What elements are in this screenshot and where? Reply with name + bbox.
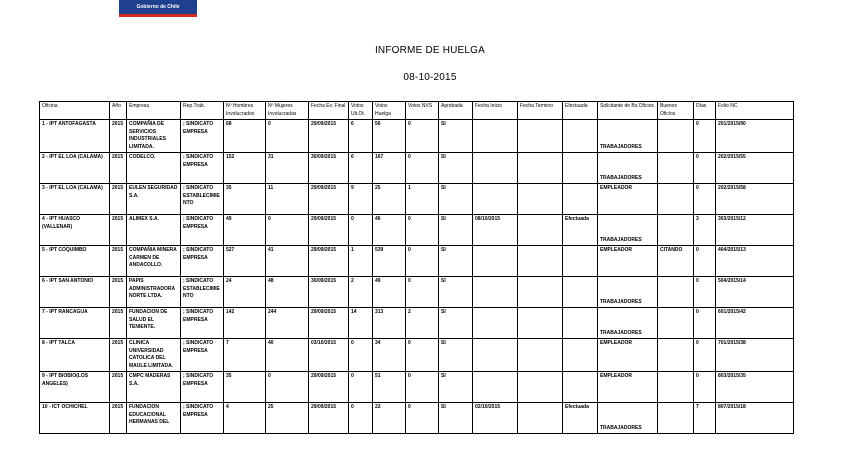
table-row (40, 246, 794, 277)
cell-aprobada: SI (439, 246, 473, 277)
cell-dias: 0 (694, 246, 716, 277)
cell-folio: 601/2015/42 (716, 308, 794, 339)
cell-folio: 404/2015/13 (716, 246, 794, 277)
cell-hombres: 35 (224, 184, 266, 215)
cell-hombres: 49 (224, 215, 266, 246)
cell-fecha-ev-final: 29/09/2015 (309, 403, 349, 434)
cell-mujeres: 0 (266, 120, 309, 153)
cell-rep-trab: ; SINDICATO ESTABLECIMIENTO (181, 277, 224, 308)
cell-buenos-oficios (658, 184, 694, 215)
cell-ano: 2015 (110, 339, 127, 372)
table-row (40, 215, 794, 246)
cell-oficina: 7 - IPT RANCAGUA (40, 308, 110, 339)
cell-mujeres: 244 (266, 308, 309, 339)
cell-buenos-oficios (658, 372, 694, 403)
cell-solicitante: EMPLEADOR (598, 339, 658, 372)
cell-votos-ult: 0 (349, 372, 373, 403)
report-title: INFORME DE HUELGA (374, 45, 486, 56)
cell-rep-trab: ; SINDICATO EMPRESA (181, 339, 224, 372)
cell-fecha-termino (518, 246, 563, 277)
cell-votos-huelga: 22 (373, 403, 406, 434)
col-aprobada: Aprobada (439, 102, 473, 120)
cell-hombres: 7 (224, 339, 266, 372)
cell-ano: 2015 (110, 120, 127, 153)
cell-fecha-inicio (473, 308, 518, 339)
cell-dias: 0 (694, 308, 716, 339)
cell-votos-nvs: 0 (406, 120, 439, 153)
cell-votos-huelga: 34 (373, 339, 406, 372)
cell-mujeres: 11 (266, 184, 309, 215)
cell-votos-ult: 6 (349, 153, 373, 184)
cell-aprobada: SI (439, 403, 473, 434)
cell-votos-ult: 2 (349, 277, 373, 308)
cell-votos-huelga: 25 (373, 184, 406, 215)
cell-oficina: 5 - IPT COQUIMBO (40, 246, 110, 277)
cell-votos-ult: 6 (349, 120, 373, 153)
cell-votos-huelga: 46 (373, 215, 406, 246)
cell-mujeres: 41 (266, 246, 309, 277)
cell-rep-trab: ; SINDICATO EMPRESA (181, 120, 224, 153)
cell-efectuada (563, 339, 598, 372)
cell-fecha-termino (518, 277, 563, 308)
cell-solicitante: EMPLEADOR (598, 184, 658, 215)
cell-mujeres: 0 (266, 372, 309, 403)
cell-solicitante: TRABAJADORES (598, 120, 658, 153)
cell-fecha-inicio (473, 372, 518, 403)
cell-dias: 7 (694, 403, 716, 434)
cell-ano: 2015 (110, 277, 127, 308)
cell-votos-huelga: 49 (373, 277, 406, 308)
cell-dias: 0 (694, 153, 716, 184)
cell-rep-trab: ; SINDICATO EMPRESA (181, 246, 224, 277)
cell-ano: 2015 (110, 184, 127, 215)
cell-fecha-inicio: 02/10/2015 (473, 403, 518, 434)
huelga-table (39, 101, 794, 434)
col-votos-nvs: Votos NVS (406, 102, 439, 120)
table-row (40, 403, 794, 434)
col-empresa: Empresa (127, 102, 181, 120)
cell-aprobada: SI (439, 215, 473, 246)
cell-votos-huelga: 51 (373, 372, 406, 403)
cell-votos-huelga: 539 (373, 246, 406, 277)
cell-fecha-inicio (473, 184, 518, 215)
cell-buenos-oficios (658, 308, 694, 339)
cell-dias: 0 (694, 277, 716, 308)
cell-folio: 202/2015/58 (716, 184, 794, 215)
cell-dias: 0 (694, 372, 716, 403)
col-votos-huelga: Votos Huelga (373, 102, 406, 120)
cell-votos-nvs: 2 (406, 308, 439, 339)
cell-hombres: 68 (224, 120, 266, 153)
table-row (40, 184, 794, 215)
cell-empresa: EULEN SEGURIDAD S.A. (127, 184, 181, 215)
col-hombres: Nº Hombres Involucrados (224, 102, 266, 120)
cell-efectuada: Efectuada (563, 215, 598, 246)
cell-efectuada (563, 277, 598, 308)
cell-votos-ult: 0 (349, 215, 373, 246)
table-row (40, 153, 794, 184)
col-solicitante: Solicitante de Bs.Oficios (598, 102, 658, 120)
col-efectuada: Efectuada (563, 102, 598, 120)
cell-folio: 303/2015/12 (716, 215, 794, 246)
cell-ano: 2015 (110, 308, 127, 339)
cell-empresa: ALIMEX S.A. (127, 215, 181, 246)
cell-hombres: 142 (224, 308, 266, 339)
cell-folio: 201/2015/90 (716, 120, 794, 153)
cell-hombres: 527 (224, 246, 266, 277)
cell-fecha-termino (518, 403, 563, 434)
table-row (40, 277, 794, 308)
cell-ano: 2015 (110, 372, 127, 403)
cell-hombres: 152 (224, 153, 266, 184)
cell-empresa: CODELCO. (127, 153, 181, 184)
cell-solicitante: EMPLEADOR (598, 372, 658, 403)
cell-fecha-inicio: 08/10/2015 (473, 215, 518, 246)
cell-fecha-ev-final: 29/09/2015 (309, 215, 349, 246)
cell-fecha-ev-final: 29/09/2015 (309, 120, 349, 153)
cell-folio: 504/2015/14 (716, 277, 794, 308)
col-votos-ult: Votos Ult.Ot. (349, 102, 373, 120)
cell-oficina: 3 - IPT EL LOA (CALAMA) (40, 184, 110, 215)
cell-votos-nvs: 1 (406, 184, 439, 215)
cell-rep-trab: ; SINDICATO ESTABLECIMIENTO (181, 184, 224, 215)
col-fecha-ev-final: Fecha Ev. Final (309, 102, 349, 120)
cell-aprobada: SI (439, 120, 473, 153)
cell-efectuada: Efectuada (563, 403, 598, 434)
table-row (40, 339, 794, 372)
col-folio: Folio NC (716, 102, 794, 120)
cell-aprobada: SI (439, 308, 473, 339)
table-row (40, 372, 794, 403)
cell-empresa: CMPC MADERAS S.A. (127, 372, 181, 403)
cell-efectuada (563, 184, 598, 215)
cell-buenos-oficios (658, 403, 694, 434)
cell-oficina: 8 - IPT TALCA (40, 339, 110, 372)
cell-fecha-inicio (473, 339, 518, 372)
col-oficina: Oficina (40, 102, 110, 120)
cell-mujeres: 48 (266, 277, 309, 308)
cell-fecha-termino (518, 184, 563, 215)
logo-stripe (119, 14, 197, 17)
cell-buenos-oficios (658, 120, 694, 153)
cell-votos-nvs: 0 (406, 246, 439, 277)
cell-fecha-inicio (473, 246, 518, 277)
cell-ano: 2015 (110, 215, 127, 246)
cell-fecha-inicio (473, 120, 518, 153)
cell-rep-trab: ; SINDICATO EMPRESA (181, 308, 224, 339)
cell-votos-ult: 14 (349, 308, 373, 339)
cell-efectuada (563, 372, 598, 403)
col-dias: Días (694, 102, 716, 120)
cell-mujeres: 0 (266, 215, 309, 246)
table-header-row (40, 102, 794, 120)
cell-buenos-oficios: CITANDO (658, 246, 694, 277)
cell-votos-nvs: 0 (406, 372, 439, 403)
cell-mujeres: 31 (266, 153, 309, 184)
cell-oficina: 10 - ICT OCHICHEL (40, 403, 110, 434)
cell-oficina: 2 - IPT EL LOA (CALAMA) (40, 153, 110, 184)
col-ano: Año (110, 102, 127, 120)
cell-fecha-termino (518, 339, 563, 372)
cell-efectuada (563, 308, 598, 339)
col-fecha-inicio: Fecha Inicio (473, 102, 518, 120)
cell-aprobada: SI (439, 153, 473, 184)
cell-rep-trab: ; SINDICATO EMPRESA (181, 372, 224, 403)
cell-solicitante: TRABAJADORES (598, 215, 658, 246)
cell-fecha-termino (518, 308, 563, 339)
cell-votos-nvs: 0 (406, 215, 439, 246)
cell-votos-huelga: 313 (373, 308, 406, 339)
cell-empresa: COMPAÑIA MINERA CARMEN DE ANDACOLLO. (127, 246, 181, 277)
col-fecha-termino: Fecha Termino (518, 102, 563, 120)
col-mujeres: Nº Mujeres Involucradas (266, 102, 309, 120)
cell-buenos-oficios (658, 339, 694, 372)
cell-aprobada: SI (439, 339, 473, 372)
cell-dias: 0 (694, 120, 716, 153)
cell-votos-ult: 9 (349, 184, 373, 215)
cell-fecha-ev-final: 29/09/2015 (309, 308, 349, 339)
cell-solicitante: TRABAJADORES (598, 153, 658, 184)
cell-votos-huelga: 167 (373, 153, 406, 184)
cell-solicitante: TRABAJADORES (598, 308, 658, 339)
cell-empresa: CLINICA UNIVERSIDAD CATOLICA DEL MAULE LIMITADA. (127, 339, 181, 372)
cell-fecha-ev-final: 29/09/2015 (309, 246, 349, 277)
cell-votos-ult: 1 (349, 246, 373, 277)
cell-empresa: COMPAÑIA DE SERVICIOS INDUSTRIALES LIMITADA. (127, 120, 181, 153)
cell-hombres: 35 (224, 372, 266, 403)
cell-aprobada: SI (439, 184, 473, 215)
cell-votos-ult: 0 (349, 403, 373, 434)
cell-folio: 807/2015/18 (716, 403, 794, 434)
cell-fecha-inicio (473, 277, 518, 308)
cell-solicitante: TRABAJADORES (598, 277, 658, 308)
cell-votos-nvs: 0 (406, 403, 439, 434)
cell-hombres: 24 (224, 277, 266, 308)
cell-fecha-ev-final: 30/09/2015 (309, 153, 349, 184)
cell-efectuada (563, 246, 598, 277)
cell-fecha-termino (518, 153, 563, 184)
cell-empresa: FUNDACION EDUCACIONAL HERMANAS DEL (127, 403, 181, 434)
cell-rep-trab: ; SINDICATO EMPRESA (181, 153, 224, 184)
cell-solicitante: TRABAJADORES (598, 403, 658, 434)
cell-aprobada: SI (439, 372, 473, 403)
cell-rep-trab: ; SINDICATO EMPRESA (181, 215, 224, 246)
cell-efectuada (563, 120, 598, 153)
cell-fecha-ev-final: 29/09/2015 (309, 184, 349, 215)
cell-empresa: FUNDACION DE SALUD EL TENIENTE. (127, 308, 181, 339)
cell-oficina: 1 - IPT ANTOFAGASTA (40, 120, 110, 153)
cell-dias: 0 (694, 184, 716, 215)
cell-fecha-ev-final: 29/09/2015 (309, 372, 349, 403)
cell-buenos-oficios (658, 153, 694, 184)
cell-fecha-inicio (473, 153, 518, 184)
cell-solicitante: EMPLEADOR (598, 246, 658, 277)
cell-ano: 2015 (110, 403, 127, 434)
cell-fecha-termino (518, 120, 563, 153)
cell-oficina: 9 - IPT BIOBIO(LOS ANGELES) (40, 372, 110, 403)
cell-mujeres: 40 (266, 339, 309, 372)
cell-fecha-termino (518, 372, 563, 403)
cell-votos-nvs: 0 (406, 339, 439, 372)
cell-ano: 2015 (110, 153, 127, 184)
cell-votos-ult: 0 (349, 339, 373, 372)
cell-efectuada (563, 153, 598, 184)
cell-folio: 701/2015/38 (716, 339, 794, 372)
cell-dias: 3 (694, 215, 716, 246)
logo-text: Gobierno de Chile (136, 4, 180, 10)
col-buenos-oficios: Buenos Oficios (658, 102, 694, 120)
report-date: 08-10-2015 (403, 72, 457, 83)
cell-buenos-oficios (658, 277, 694, 308)
cell-aprobada: SI (439, 277, 473, 308)
cell-fecha-termino (518, 215, 563, 246)
table-row (40, 308, 794, 339)
cell-rep-trab: ; SINDICATO EMPRESA (181, 403, 224, 434)
cell-fecha-ev-final: 03/10/2015 (309, 339, 349, 372)
cell-oficina: 4 - IPT HUASCO (VALLENAR) (40, 215, 110, 246)
cell-votos-nvs: 0 (406, 153, 439, 184)
cell-oficina: 6 - IPT SAN ANTONIO (40, 277, 110, 308)
cell-votos-nvs: 0 (406, 277, 439, 308)
cell-empresa: PAPIS ADMINISTRADORA NORTE LTDA. (127, 277, 181, 308)
cell-buenos-oficios (658, 215, 694, 246)
cell-hombres: 4 (224, 403, 266, 434)
cell-folio: 803/2015/35 (716, 372, 794, 403)
cell-dias: 0 (694, 339, 716, 372)
cell-folio: 202/2015/55 (716, 153, 794, 184)
gobierno-logo (119, 0, 197, 14)
cell-votos-huelga: 56 (373, 120, 406, 153)
cell-ano: 2015 (110, 246, 127, 277)
cell-fecha-ev-final: 30/09/2015 (309, 277, 349, 308)
table-row (40, 120, 794, 153)
col-rep-trab: Rep.Trab. (181, 102, 224, 120)
cell-mujeres: 25 (266, 403, 309, 434)
